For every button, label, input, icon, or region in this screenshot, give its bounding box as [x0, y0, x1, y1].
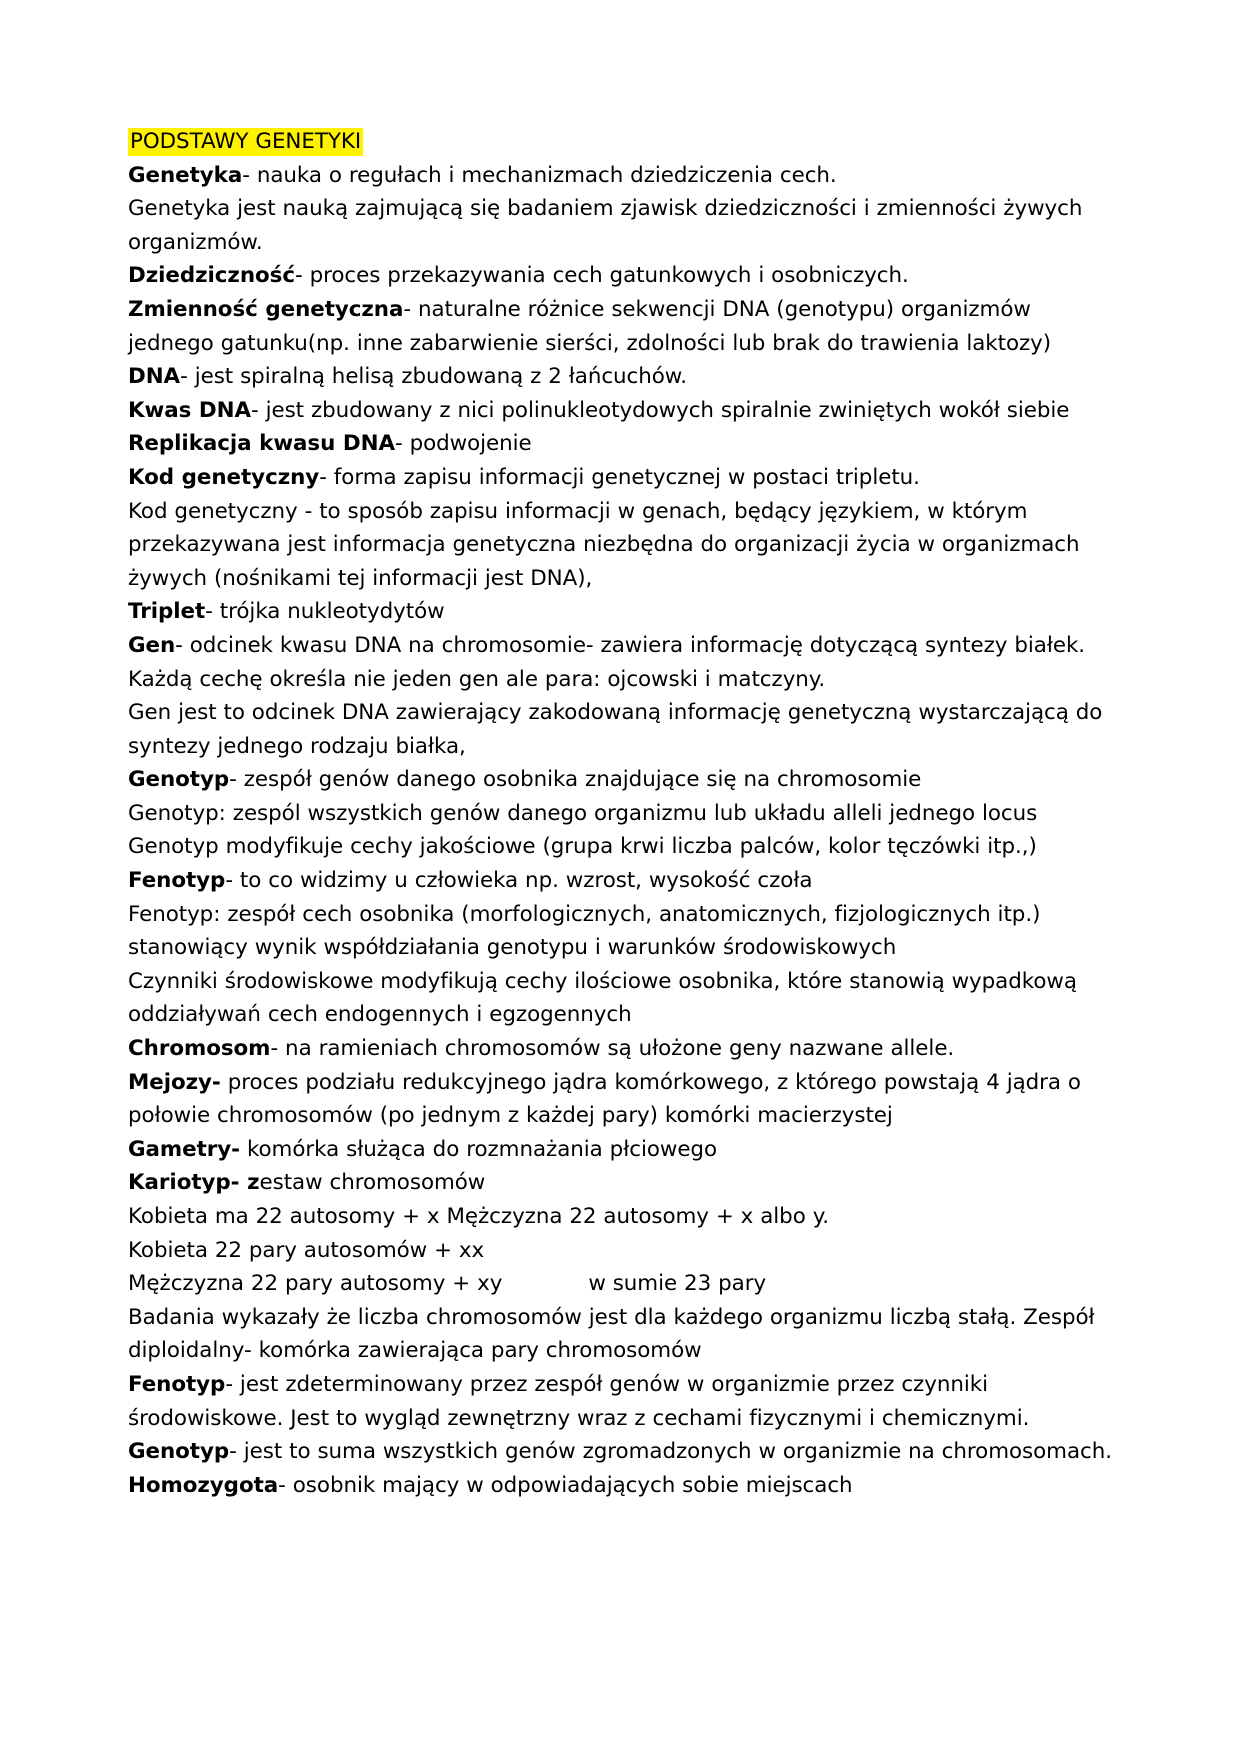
entry-term: Fenotyp	[128, 1371, 226, 1397]
entry-body: - forma zapisu informacji genetycznej w postaci tripletu.	[319, 464, 920, 490]
entry-body: - proces przekazywania cech gatunkowych i osobniczych.	[294, 263, 909, 289]
entry-term: Dziedziczność	[128, 263, 295, 289]
entry-term: Replikacja kwasu DNA	[128, 431, 395, 457]
entry-gen	[128, 629, 1122, 696]
entry-body: estaw chromosomów	[259, 1170, 486, 1196]
page-title-text: PODSTAWY GENETYKI	[130, 129, 362, 154]
entry-genotyp-2	[128, 1435, 1122, 1469]
entry-genetyka	[128, 159, 1122, 193]
entry-body: Fenotyp: zespół cech osobnika (morfologicznych, anatomicznych, fizjologicznych itp.) stanowiący wynik współdziałania genotypu i warunków środowiskowych	[128, 901, 1041, 961]
entry-body: Badania wykazały że liczba chromosomów jest dla każdego organizmu liczbą stałą. Zespół diploidalny- komórka zawierająca pary chromosomów	[128, 1304, 1095, 1364]
entry-body: - nauka o regułach i mechanizmach dziedziczenia cech.	[242, 162, 837, 188]
entry-body: - naturalne różnice sekwencji DNA (genotypu) organizmów jednego gatunku(np. inne zabarwienie sierści, zdolności lub brak do trawienia laktozy)	[128, 296, 1052, 356]
entry-term: Genotyp	[128, 767, 230, 793]
entry-term: Kwas DNA	[128, 397, 251, 423]
entry-czynniki-srodowiskowe	[128, 965, 1122, 1032]
entry-term: Chromosom	[128, 1036, 271, 1062]
entry-mejozy	[128, 1066, 1122, 1133]
document-body	[128, 125, 1122, 1502]
entry-term: Genetyka	[128, 162, 243, 188]
entry-genotyp	[128, 763, 1122, 797]
entry-body: - osobnik mający w odpowiadających sobie miejscach	[278, 1472, 853, 1498]
entry-body: Gen jest to odcinek DNA zawierający zakodowaną informację genetyczną wystarczającą do syntezy jednego rodzaju białka,	[128, 700, 1103, 759]
entry-body: Genotyp: zespól wszystkich genów danego organizmu lub układu alleli jednego locus	[128, 800, 1038, 826]
entry-body: Czynniki środowiskowe modyfikują cechy ilościowe osobnika, które stanowią wypadkową oddziaływań cech endogennych i egzogennych	[128, 968, 1077, 1028]
entry-body: - jest zdeterminowany przez zespół genów w organizmie przez czynniki środowiskowe. Jest to wygląd zewnętrzny wraz z cechami fizycznymi i chemicznymi.	[128, 1371, 1030, 1431]
entry-dziedzicznosc	[128, 259, 1122, 293]
entry-term: Mejozy-	[128, 1069, 221, 1095]
entry-body: - jest to suma wszystkich genów zgromadzonych w organizmie na chromosomach.	[229, 1439, 1112, 1465]
entry-kobieta-pary	[128, 1234, 1122, 1268]
entry-zmiennosc-genetyczna	[128, 293, 1122, 360]
entry-body: Genotyp modyfikuje cechy jakościowe (grupa krwi liczba palców, kolor tęczówki itp.,)	[128, 834, 1037, 860]
entry-term: Kod genetyczny	[128, 464, 320, 490]
entry-kobieta-mezczyzna	[128, 1200, 1122, 1234]
entry-replikacja-kwasu-dna	[128, 427, 1122, 461]
entry-mezczyzna-pary	[128, 1267, 1122, 1301]
entry-body: - trójka nukleotydytów	[205, 599, 445, 625]
entry-body: - odcinek kwasu DNA na chromosomie- zawiera informację dotyczącą syntezy białek. Każdą cechę określa nie jeden gen ale para: ojcowski i matczyny.	[128, 632, 1086, 692]
entry-body: - jest spiralną helisą zbudowaną z 2 łańcuchów.	[180, 364, 688, 390]
entry-term: DNA	[128, 364, 181, 390]
entry-fenotyp	[128, 864, 1122, 898]
entry-body: proces podziału redukcyjnego jądra komórkowego, z którego powstają 4 jądra o połowie chromosomów (po jednym z każdej pary) komórki macierzystej	[128, 1069, 1081, 1129]
entry-kwas-dna	[128, 394, 1122, 428]
entry-term: Genotyp	[128, 1439, 230, 1465]
entry-kod-genetyczny-opis	[128, 495, 1122, 596]
entry-homozygota	[128, 1469, 1122, 1503]
entry-body: - na ramieniach chromosomów są ułożone geny nazwane allele.	[270, 1036, 955, 1062]
entry-fenotyp-opis	[128, 898, 1122, 965]
entry-body: Kobieta 22 pary autosomów + xx	[128, 1237, 485, 1263]
entry-term: Fenotyp	[128, 868, 226, 894]
entry-triplet	[128, 595, 1122, 629]
entry-body: Kod genetyczny - to sposób zapisu informacji w genach, będący językiem, w którym przekazywana jest informacja genetyczna niezbędna do organizacji życia w organizmach żywych (nośnikami tej informacji jest DNA),	[128, 498, 1080, 591]
entry-body: Kobieta ma 22 autosomy + x Mężczyzna 22 autosomy + x albo y.	[128, 1204, 830, 1229]
entry-genotyp-modyfikuje	[128, 830, 1122, 864]
entry-term: Homozygota	[128, 1472, 279, 1498]
entry-term: Kariotyp- z	[128, 1170, 260, 1196]
page-title	[128, 125, 1122, 159]
entry-genotyp-opis	[128, 797, 1122, 831]
entry-kariotyp	[128, 1166, 1122, 1200]
entry-gametry	[128, 1133, 1122, 1167]
entry-genetyka-nauka	[128, 192, 1122, 259]
entry-body: - podwojenie	[394, 431, 532, 457]
entry-body: Mężczyzna 22 pary autosomy + xy	[128, 1271, 503, 1297]
entry-term: Gametry-	[128, 1136, 240, 1162]
entry-kod-genetyczny	[128, 461, 1122, 495]
entry-body: - zespół genów danego osobnika znajdujące się na chromosomie	[229, 767, 922, 793]
entry-gen-opis	[128, 696, 1122, 763]
entry-body: komórka służąca do rozmnażania płciowego	[240, 1136, 718, 1162]
entry-body: - to co widzimy u człowieka np. wzrost, wysokość czoła	[225, 868, 813, 894]
entry-body: Genetyka jest nauką zajmującą się badaniem zjawisk dziedziczności i zmienności żywych organizmów.	[128, 196, 1083, 255]
entry-term: Triplet	[128, 599, 206, 625]
entry-badania	[128, 1301, 1122, 1368]
entry-chromosom	[128, 1032, 1122, 1066]
entry-dna	[128, 360, 1122, 394]
entry-body: - jest zbudowany z nici polinukleotydowych spiralnie zwiniętych wokół siebie	[250, 397, 1070, 423]
entry-term: Zmienność genetyczna	[128, 296, 404, 322]
entry-tail: w sumie 23 pary	[588, 1271, 767, 1297]
entry-term: Gen	[128, 632, 176, 658]
entry-fenotyp-2	[128, 1368, 1122, 1435]
